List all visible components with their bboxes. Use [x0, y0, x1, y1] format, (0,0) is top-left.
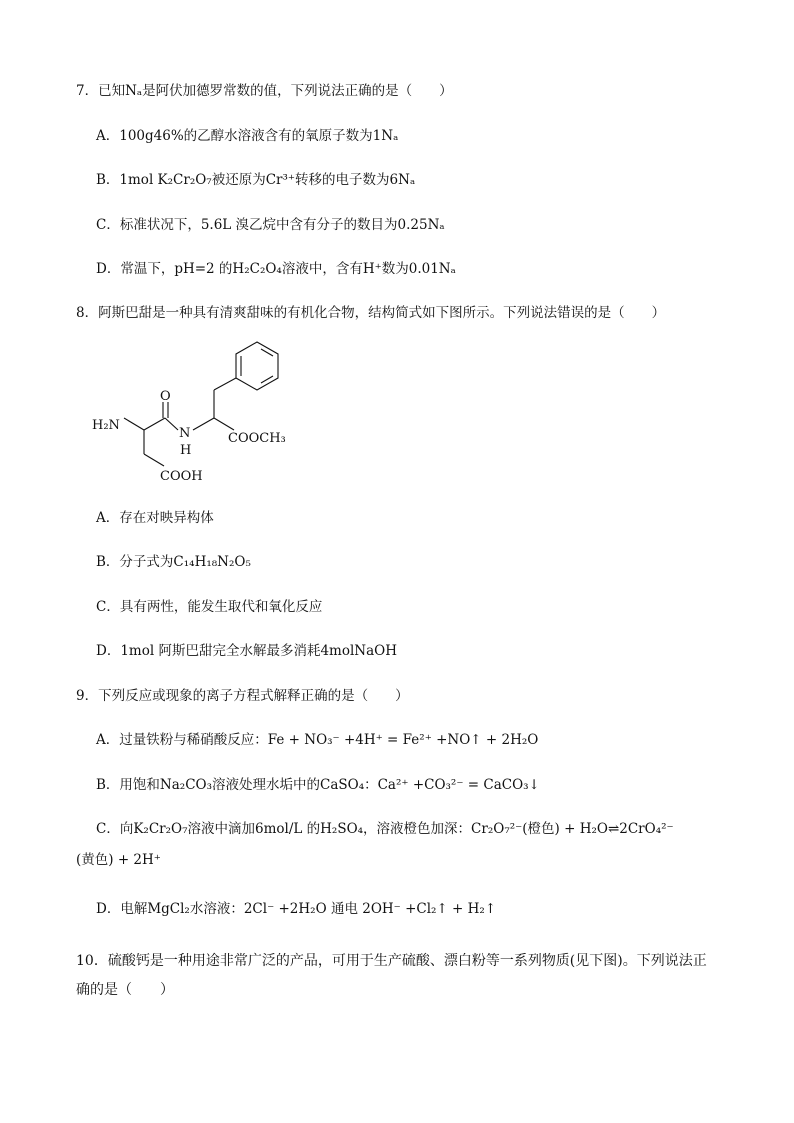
question-9-option-d: D．电解MgCl₂水溶液：2Cl⁻ +2H₂O 通电 2OH⁻ +Cl₂↑ + H₂↑ [96, 901, 497, 917]
amino-group-label: H₂N [92, 418, 120, 433]
question-7-option-a: A．100g46%的乙醇水溶液含有的氧原子数为1Nₐ [96, 128, 399, 144]
question-10-stem-line-2: 确的是（ ） [76, 982, 174, 998]
carboxyl-group-label: COOH [160, 469, 203, 484]
aspartame-structure-diagram [92, 338, 312, 498]
question-9-option-a: A．过量铁粉与稀硝酸反应：Fe + NO₃⁻ +4H⁺ = Fe²⁺ +NO↑ + 2H₂O [96, 732, 539, 748]
question-9-stem: 9．下列反应或现象的离子方程式解释正确的是（ ） [76, 688, 409, 704]
question-8-stem: 8．阿斯巴甜是一种具有清爽甜味的有机化合物，结构简式如下图所示。下列说法错误的是（ ） [76, 305, 666, 321]
methyl-ester-label: COOCH₃ [228, 431, 286, 446]
question-10-stem-line-1: 10．硫酸钙是一种用途非常广泛的产品，可用于生产硫酸、漂白粉等一系列物质(见下图)。下列说法正 [76, 953, 707, 969]
question-7-stem: 7．已知Nₐ是阿伏加德罗常数的值，下列说法正确的是（ ） [76, 83, 453, 99]
question-8-option-a: A．存在对映异构体 [96, 510, 214, 526]
question-8-option-c: C．具有两性，能发生取代和氧化反应 [96, 599, 323, 615]
question-8-option-d: D．1mol 阿斯巴甜完全水解最多消耗4molNaOH [96, 643, 397, 659]
question-9-option-c: C．向K₂Cr₂O₇溶液中滴加6mol/L 的H₂SO₄，溶液橙色加深：Cr₂O₇²⁻(橙色) + H₂O⇌2CrO₄²⁻ [96, 821, 674, 837]
benzene-ring [236, 342, 278, 390]
amide-hydrogen-label: H [180, 443, 192, 458]
question-7-option-c: C．标准状况下，5.6L 溴乙烷中含有分子的数目为0.25Nₐ [96, 217, 445, 233]
question-9-option-c-continuation: (黄色) + 2H⁺ [76, 852, 161, 868]
question-7-option-b: B．1mol K₂Cr₂O₇被还原为Cr³⁺转移的电子数为6Nₐ [96, 172, 416, 188]
question-8-option-b: B．分子式为C₁₄H₁₈N₂O₅ [96, 554, 251, 570]
amide-nitrogen-label: N [179, 426, 191, 441]
carbonyl-oxygen-label: O [160, 389, 171, 404]
question-9-option-b: B．用饱和Na₂CO₃溶液处理水垢中的CaSO₄：Ca²⁺ +CO₃²⁻ = CaCO₃↓ [96, 777, 540, 793]
question-7-option-d: D．常温下，pH=2 的H₂C₂O₄溶液中，含有H⁺数为0.01Nₐ [96, 261, 456, 277]
